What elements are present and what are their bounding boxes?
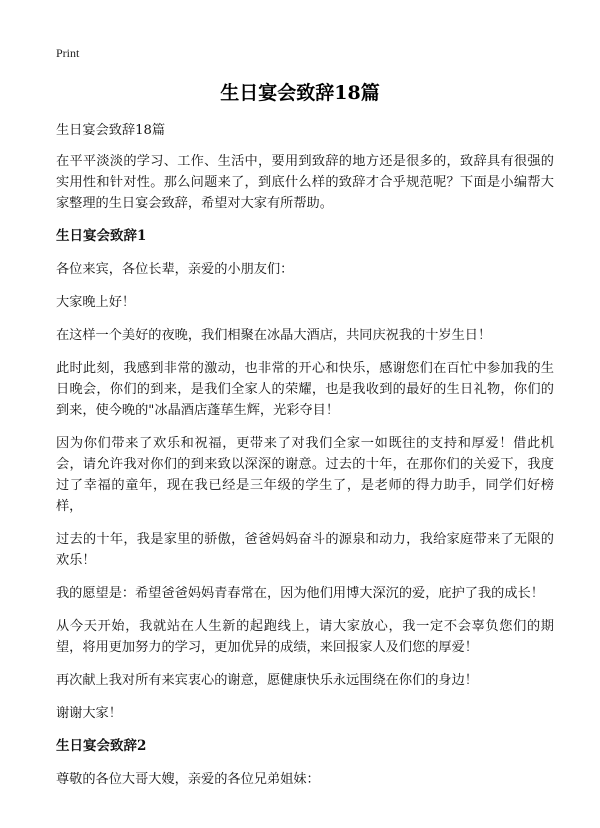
section-1-paragraph: 因为你们带来了欢乐和祝福，更带来了对我们全家一如既往的支持和厚爱！借此机会，请允许我对你们的到来致以深深的谢意。过去的十年，在那你们的关爱下，我度过了幸福的童年，现在我已经是三年级的学生了，是老师的得力助手，同学们好榜样， (56, 436, 554, 514)
section-heading-2: 生日宴会致辞2 (56, 738, 147, 754)
section-1-paragraph: 此时此刻，我感到非常的激动，也非常的开心和快乐，感谢您们在百忙中参加我的生日晚会，你们的到来，是我们全家人的荣耀，也是我收到的最好的生日礼物，你们的到来，使今晚的"冰晶酒店蓬荜生辉，光彩夺目！ (56, 361, 554, 418)
section-heading-1: 生日宴会致辞1 (56, 228, 147, 244)
section-1-paragraph: 在这样一个美好的夜晚，我们相聚在冰晶大酒店，共同庆祝我的十岁生日！ (56, 328, 492, 343)
section-1-paragraph: 各位来宾，各位长辈，亲爱的小朋友们： (56, 262, 294, 277)
document-subtitle: 生日宴会致辞18篇 (56, 123, 166, 138)
section-1-paragraph: 过去的十年，我是家里的骄傲，爸爸妈妈奋斗的源泉和动力，我给家庭带来了无限的欢乐！ (56, 532, 554, 568)
section-1-paragraph: 我的愿望是：希望爸爸妈妈青春常在，因为他们用博大深沉的爱，庇护了我的成长！ (56, 586, 544, 601)
page-title: 生日宴会致辞18篇 (220, 82, 380, 104)
section-2-paragraph: 尊敬的各位大哥大嫂，亲爱的各位兄弟姐妹： (56, 772, 320, 787)
section-1-paragraph: 再次献上我对所有来宾衷心的谢意，愿健康快乐永远围绕在你们的身边！ (56, 673, 478, 688)
document-body (56, 120, 554, 802)
print-link[interactable]: Print (56, 46, 80, 60)
section-1-paragraph: 从今天开始，我就站在人生新的起跑线上，请大家放心，我一定不会辜负您们的期望，将用更加努力的学习，更加优异的成绩，来回报家人及们您的厚爱！ (56, 619, 554, 655)
intro-paragraph: 在平平淡淡的学习、工作、生活中，要用到致辞的地方还是很多的，致辞具有很强的实用性和针对性。那么问题来了，到底什么样的致辞才合乎规范呢？下面是小编帮大家整理的生日宴会致辞，希望对大家有所帮助。 (56, 154, 554, 211)
section-1-paragraph: 大家晚上好！ (56, 295, 136, 310)
section-1-paragraph: 谢谢大家！ (56, 706, 122, 721)
